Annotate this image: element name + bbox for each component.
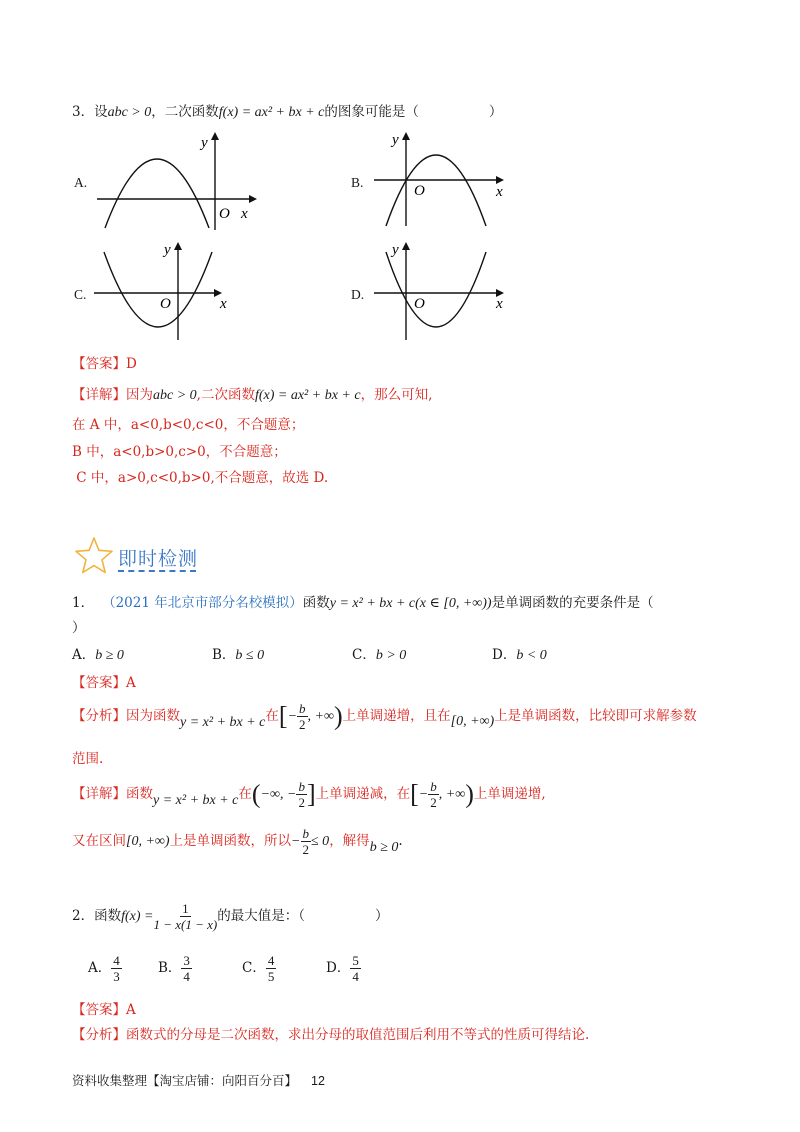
q3-a-y-label: y [201,135,208,151]
q3-option-a-graph [95,130,265,240]
q3-detail-line-c: C 中，a>0,c<0,b>0,不合题意，故选 D. [72,470,329,486]
q2-option-c: C． $\frac{4}{5}$ [242,953,275,984]
q3-detail-line-a: 在 A 中，a<0,b<0,c<0，不合题意； [72,417,305,433]
q2-stem: 2．函数f(x) = $\frac{1}{1 - x(1 - x)}$ 的最大值是：（ ） [72,901,389,932]
q3-option-a-label: A. [74,175,88,190]
q3-d-x-label: x [496,296,503,312]
q2-option-d: D． $\frac{5}{4}$ [326,953,359,984]
q3-c-y-label: y [164,242,171,258]
q3-detail: 【详解】因为abc > 0,二次函数f(x) = ax² + bx + c，那么可知, [72,387,433,403]
q1-close-paren: ） [72,620,86,636]
q3-option-b-graph [372,128,517,230]
q3-option-d-graph [372,238,517,342]
q3-d-origin-label: O [414,296,425,312]
q3-answer: 【答案】D [72,356,137,372]
q3-detail-line-b: B 中，a<0,b>0,c>0，不合题意； [72,444,287,460]
q3-c-origin-label: O [160,296,171,312]
q3-option-c-graph [92,238,242,342]
q1-answer: 【答案】A [72,675,136,691]
q1-option-c: C．b > 0 [352,647,407,663]
q3-a-origin-label: O [219,206,230,222]
q3-b-origin-label: O [414,183,425,199]
q1-detail: 【详解】函数y = x² + bx + c在(−∞, − $\frac{b}{2}$ ]上单调递减，在[− $\frac{b}{2}$ , +∞)上单调递增, [72,779,546,810]
footer-text: 资料收集整理【淘宝店铺：向阳百分百】 [72,1073,298,1088]
q1-option-d: D．b < 0 [492,647,547,663]
q1-detail-interval-up: [− $\frac{b}{2}$ , +∞) [410,779,474,810]
q2-option-a: A． $\frac{4}{3}$ [88,953,120,984]
q3-option-d-label: D. [351,287,365,302]
q2-answer: 【答案】A [72,1002,136,1018]
q1-analysis: 【分析】因为函数y = x² + bx + c在[− $\frac{b}{2}$ , +∞)上单调递增，且在[0, +∞)上是单调函数，比较即可求解参数 [72,701,697,732]
q1-option-a: A．b ≥ 0 [72,647,124,663]
q3-b-y-label: y [392,132,399,148]
q3-c-x-label: x [220,296,227,312]
section-title: 即时检测 [118,548,199,570]
q1-analysis-interval-b: [− $\frac{b}{2}$ , +∞) [278,701,343,732]
q3-a-x-label: x [241,206,248,222]
q1-option-b: B．b ≤ 0 [212,647,265,663]
q3-option-c-label: C. [74,287,87,302]
page-number: 12 [311,1074,325,1088]
q3-stem: 3．设abc > 0，二次函数f(x) = ax² + bx + c的图象可能是（ ） [72,104,503,120]
q2-option-b: B． $\frac{3}{4}$ [158,953,190,984]
q1-source: （2021 年北京市部分名校模拟） [102,595,303,611]
section-underline [118,570,196,572]
q1-detail-ineq: − $\frac{b}{2}$ ≤ 0 [291,826,330,857]
q1-detail-line2: 又在区间[0, +∞)上是单调函数，所以− $\frac{b}{2}$ ≤ 0，解得b ≥ 0. [72,826,403,857]
q1-detail-interval-down: (−∞, − $\frac{b}{2}$ ] [251,779,316,810]
q3-option-b-label: B. [351,175,364,190]
q1-stem: 1． （2021 年北京市部分名校模拟）函数y = x² + bx + c(x ∈ [0, +∞))是单调函数的充要条件是（ [72,595,654,611]
footer [72,1071,325,1089]
q2-func-fraction: $\frac{1}{1 - x(1 - x)}$ [153,901,218,932]
q3-d-y-label: y [392,242,399,258]
star-outline-icon [74,536,114,574]
q3-b-x-label: x [496,184,503,200]
q2-analysis: 【分析】函数式的分母是二次函数，求出分母的取值范围后利用不等式的性质可得结论. [72,1027,590,1043]
q1-analysis-line2: 范围. [72,751,104,767]
